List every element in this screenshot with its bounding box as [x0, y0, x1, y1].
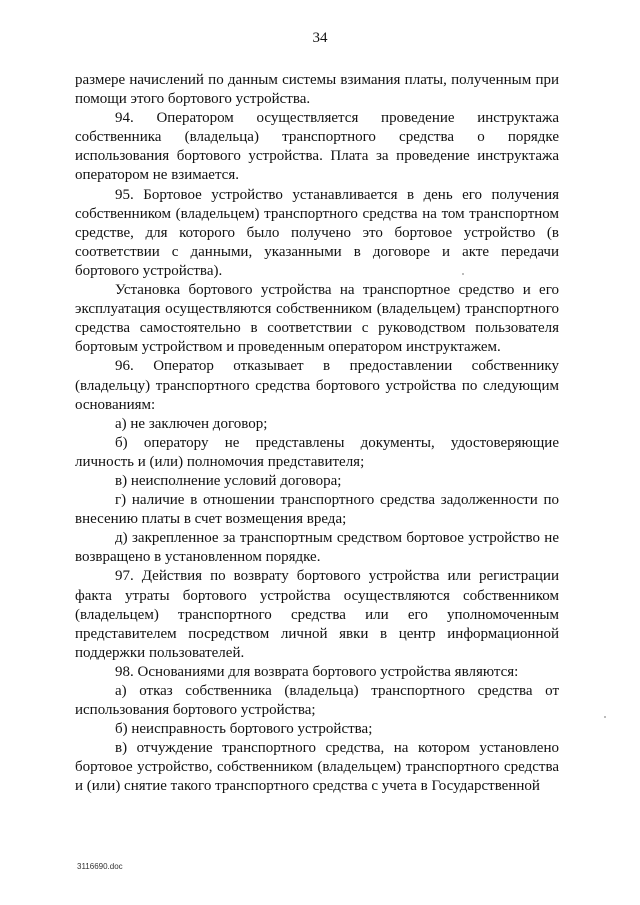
footer-file-code: 3116690.doc — [77, 862, 123, 871]
paragraph-96: 96. Оператор отказывает в предоставлении собственнику (владельцу) транспортного средства бортового устройства по следующим основаниям: — [75, 358, 559, 413]
page-number: 34 — [312, 30, 328, 46]
paragraph-continuation: размере начислений по данным системы взимания платы, полученным при помощи этого бортового устройства. — [75, 72, 559, 108]
list-item-96-v: в) неисполнение условий договора; — [115, 472, 342, 489]
paragraph-94: 94. Оператором осуществляется проведение инструктажа собственника (владельца) транспортного средства о порядке использования бортового устройства. Плата за проведение инструктажа оператором не взимается. — [75, 110, 559, 184]
list-item-96-b: б) оператору не представлены документы, удостоверяющие личность и (или) полномочия представителя; — [75, 434, 559, 470]
paragraph-98: 98. Основаниями для возврата бортового устройства являются: — [115, 663, 519, 680]
list-item-96-d: д) закрепленное за транспортным средством бортовое устройство не возвращено в установленном порядке. — [75, 530, 559, 566]
list-item-98-v: в) отчуждение транспортного средства, на котором установлено бортовое устройство, собственником (владельцем) транспортного средства и (или) снятие такого транспортного средства с учета в Государственной — [75, 740, 559, 795]
paragraph-installation: Установка бортового устройства на транспортное средство и его эксплуатация осуществляются собственником (владельцем) транспортного средства самостоятельно в соответствии с руководством пользователя бортовым устройством и проведенным оператором инструктажем. — [75, 282, 559, 356]
paragraph-97: 97. Действия по возврату бортового устройства или регистрации факта утраты бортового устройства осуществляются собственником (владельцем) транспортного средства или его уполномоченным представителем посредством личной явки в центр информационной поддержки пользователей. — [75, 568, 559, 661]
list-item-96-g: г) наличие в отношении транспортного средства задолженности по внесению платы в счет возмещения вреда; — [75, 492, 559, 528]
list-item-96-a: а) не заключен договор; — [115, 415, 268, 432]
list-item-98-b: б) неисправность бортового устройства; — [115, 721, 373, 738]
paragraph-95: 95. Бортовое устройство устанавливается в день его получения собственником (владельцем) транспортного средства на том транспортном средстве, для которого было получено это бортовое устройство (в соответствии с данными, указанными в договоре и акте передачи бортового устройства). — [75, 186, 559, 279]
scan-speck — [604, 716, 606, 718]
scan-speck — [462, 273, 464, 275]
document-body — [75, 71, 559, 797]
list-item-98-a: а) отказ собственника (владельца) транспортного средства от использования бортового устройства; — [75, 683, 559, 719]
